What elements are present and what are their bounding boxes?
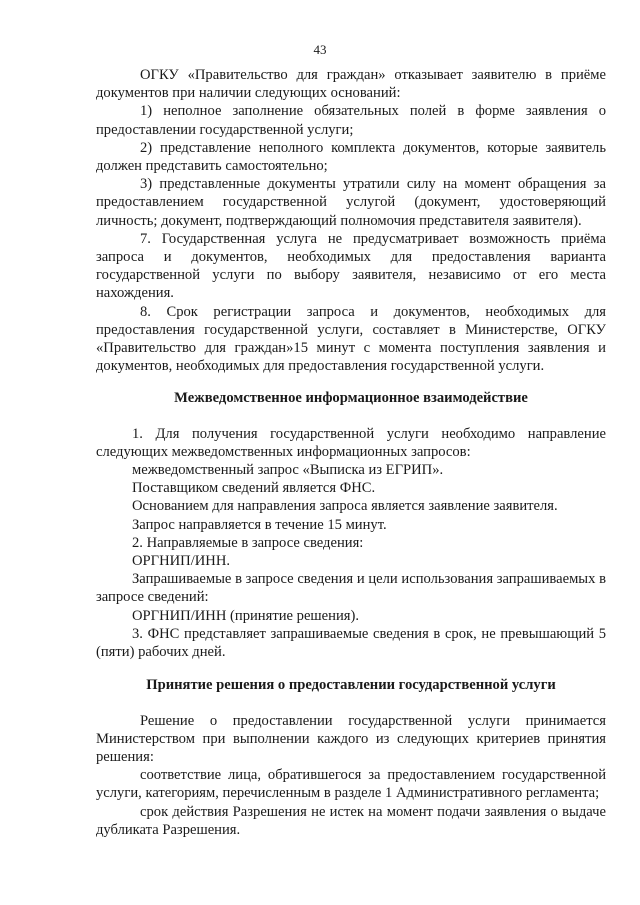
paragraph-interagency-provider: Поставщиком сведений является ФНС. bbox=[132, 480, 376, 497]
section-heading-decision: Принятие решения о предоставлении государственной услуги bbox=[146, 677, 556, 694]
paragraph-refusal-ground-1: 1) неполное заполнение обязательных полей в форме заявления о предоставлении государственной услуги; bbox=[96, 103, 606, 138]
paragraph-interagency-timing: Запрос направляется в течение 15 минут. bbox=[132, 516, 387, 533]
paragraph-refusal-intro: ОГКУ «Правительство для граждан» отказывает заявителю в приёме документов при наличии следующих оснований: bbox=[96, 67, 606, 102]
paragraph-item-7: 7. Государственная услуга не предусматривает возможность приёма запроса и документов, необходимых для предоставления варианта государственной услуги по выбору заявителя, независимо от его места нахождения. bbox=[96, 230, 606, 302]
paragraph-interagency-2: 2. Направляемые в запросе сведения: bbox=[132, 534, 364, 551]
section-heading-interagency: Межведомственное информационное взаимодействие bbox=[174, 390, 528, 407]
paragraph-interagency-ogrnip: ОРГНИП/ИНН. bbox=[132, 553, 231, 570]
paragraph-interagency-1: 1. Для получения государственной услуги необходимо направление следующих межведомственных информационных запросов: bbox=[96, 425, 606, 460]
paragraph-refusal-ground-2: 2) представление неполного комплекта документов, которые заявитель должен представить самостоятельно; bbox=[96, 139, 606, 175]
paragraph-interagency-purposes: Запрашиваемые в запросе сведения и цели использования запрашиваемых в запросе сведений: bbox=[96, 571, 606, 606]
paragraph-item-8: 8. Срок регистрации запроса и документов, необходимых для предоставления государственной услуги, составляет в Министерстве, ОГКУ «Правительство для граждан»15 минут с момента поступления заявления и документов, необходимых для предоставления государственной услуги. bbox=[96, 303, 606, 375]
paragraph-interagency-request: межведомственный запрос «Выписка из ЕГРИП». bbox=[132, 462, 444, 479]
page-number: 43 bbox=[313, 42, 327, 57]
paragraph-decision-intro: Решение о предоставлении государственной услуги принимается Министерством при выполнении каждого из следующих критериев принятия решения: bbox=[96, 712, 606, 765]
document-body bbox=[96, 66, 606, 839]
paragraph-decision-criterion-2: срок действия Разрешения не истек на момент подачи заявления о выдаче дубликата Разрешения. bbox=[96, 803, 606, 838]
paragraph-interagency-3: 3. ФНС представляет запрашиваемые сведения в срок, не превышающий 5 (пяти) рабочих дней. bbox=[96, 625, 606, 661]
paragraph-decision-criterion-1: соответствие лица, обратившегося за предоставлением государственной услуги, категориям, перечисленным в разделе 1 Административного регламента; bbox=[96, 767, 606, 802]
paragraph-interagency-decision: ОРГНИП/ИНН (принятие решения). bbox=[132, 607, 359, 624]
paragraph-interagency-basis: Основанием для направления запроса является заявление заявителя. bbox=[132, 498, 558, 515]
paragraph-refusal-ground-3: 3) представленные документы утратили силу на момент обращения за предоставлением государственной услугой (документ, удостоверяющий личность; документ, подтверждающий полномочия представителя заявителя). bbox=[96, 176, 606, 229]
